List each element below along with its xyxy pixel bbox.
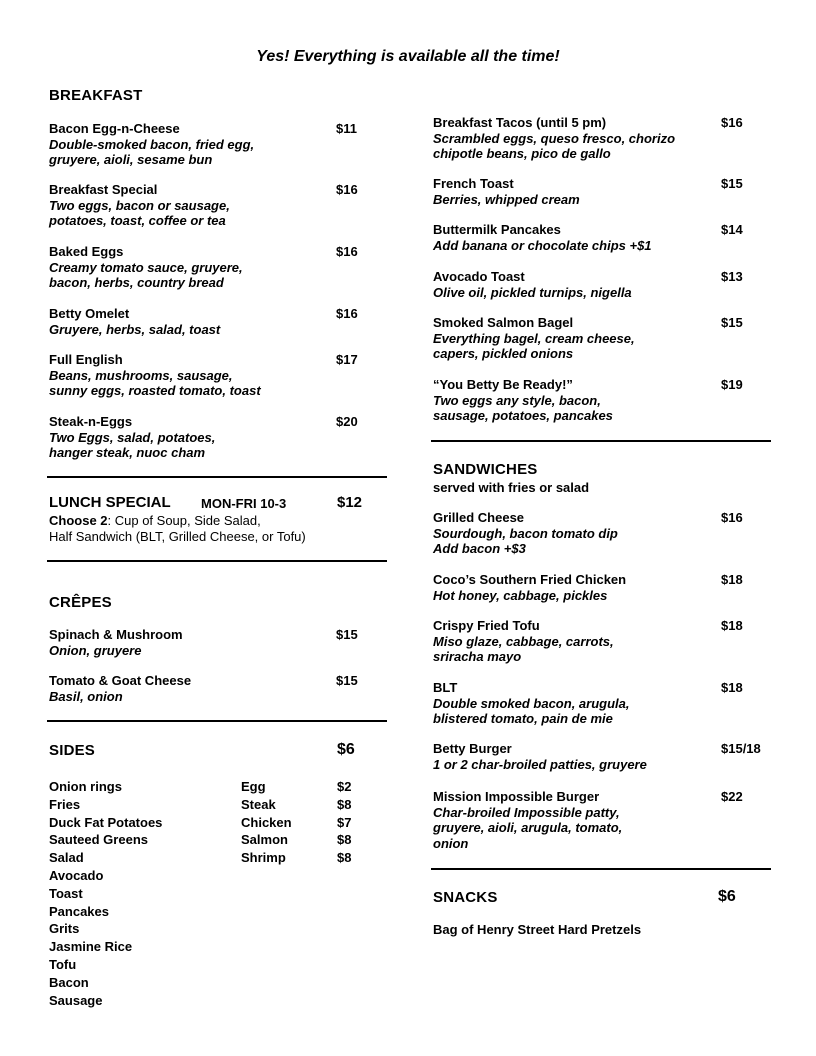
item-desc: Beans, mushrooms, sausage, bbox=[49, 367, 233, 383]
item-name: Grilled Cheese bbox=[433, 510, 525, 525]
menu-item bbox=[49, 352, 358, 399]
item-desc: Creamy tomato sauce, gruyere, bbox=[49, 259, 243, 275]
menu-item bbox=[49, 182, 358, 229]
crepes-section bbox=[49, 594, 387, 611]
menu-item bbox=[433, 222, 743, 253]
crepes-title: CRÊPES bbox=[49, 594, 112, 611]
item-price: $20 bbox=[336, 414, 358, 429]
divider bbox=[47, 720, 387, 722]
item-desc: Char-broiled Impossible patty, bbox=[433, 804, 620, 820]
menu-item bbox=[433, 741, 761, 772]
snack-item: Bag of Henry Street Hard Pretzels bbox=[433, 922, 642, 937]
menu-item bbox=[49, 673, 358, 704]
lunch-special-title: LUNCH SPECIAL bbox=[49, 494, 171, 511]
item-price: $18 bbox=[721, 680, 743, 695]
item-desc: sausage, potatoes, pancakes bbox=[433, 408, 613, 423]
side-item: Fries bbox=[49, 796, 81, 812]
item-desc: Add banana or chocolate chips +$1 bbox=[433, 237, 652, 253]
item-desc: Two eggs, bacon or sausage, bbox=[49, 197, 230, 213]
snacks-title: SNACKS bbox=[433, 889, 498, 906]
sides-price: $6 bbox=[337, 741, 355, 758]
item-desc: potatoes, toast, coffee or tea bbox=[49, 213, 226, 228]
item-desc: Two Eggs, salad, potatoes, bbox=[49, 429, 216, 445]
side-addon-price: $8 bbox=[337, 850, 352, 866]
item-price: $14 bbox=[721, 222, 743, 237]
side-addon: Chicken bbox=[241, 814, 292, 830]
item-name: Coco’s Southern Fried Chicken bbox=[433, 572, 627, 587]
item-name: Baked Eggs bbox=[49, 244, 124, 259]
item-name: Steak-n-Eggs bbox=[49, 414, 133, 429]
lunch-special-details bbox=[49, 513, 306, 544]
item-desc: blistered tomato, pain de mie bbox=[433, 711, 613, 726]
item-price: $15 bbox=[721, 176, 743, 191]
item-desc: sunny eggs, roasted tomato, toast bbox=[49, 383, 261, 398]
menu-item bbox=[433, 269, 743, 300]
side-addon-price: $8 bbox=[337, 832, 352, 848]
item-desc: Two eggs any style, bacon, bbox=[433, 392, 601, 408]
lunch-line-1: : Cup of Soup, Side Salad, bbox=[107, 513, 261, 528]
item-desc: Basil, onion bbox=[49, 688, 123, 704]
side-item: Jasmine Rice bbox=[49, 939, 133, 955]
menu-item bbox=[49, 244, 358, 291]
item-price: $15/18 bbox=[721, 741, 761, 756]
side-item: Duck Fat Potatoes bbox=[49, 814, 163, 830]
item-price: $15 bbox=[336, 673, 358, 688]
choose-label: Choose 2 bbox=[49, 513, 108, 528]
side-item: Sausage bbox=[49, 992, 103, 1008]
menu-item bbox=[433, 315, 743, 362]
item-price: $16 bbox=[336, 306, 358, 321]
menu-item bbox=[49, 121, 357, 168]
sides-title: SIDES bbox=[49, 742, 96, 759]
lunch-special-days: MON-FRI 10-3 bbox=[201, 496, 287, 511]
item-name: Avocado Toast bbox=[433, 269, 525, 284]
side-item: Avocado bbox=[49, 868, 104, 883]
menu-item bbox=[49, 414, 358, 461]
side-addon: Salmon bbox=[241, 832, 288, 848]
menu-item bbox=[433, 789, 743, 851]
item-name: “You Betty Be Ready!” bbox=[433, 377, 573, 392]
item-desc: Double-smoked bacon, fried egg, bbox=[49, 136, 255, 152]
item-name: Mission Impossible Burger bbox=[433, 789, 600, 804]
item-name: Smoked Salmon Bagel bbox=[433, 315, 574, 330]
item-price: $18 bbox=[721, 618, 743, 633]
item-price: $16 bbox=[721, 115, 743, 130]
item-desc: Onion, gruyere bbox=[49, 642, 142, 658]
side-item: Sauteed Greens bbox=[49, 832, 148, 848]
side-addon-price: $7 bbox=[337, 814, 352, 830]
item-price: $17 bbox=[336, 352, 358, 367]
item-desc: gruyere, aioli, arugula, tomato, bbox=[433, 820, 623, 835]
side-item: Pancakes bbox=[49, 903, 109, 919]
item-name: Spinach & Mushroom bbox=[49, 627, 183, 642]
item-desc: hanger steak, nuoc cham bbox=[49, 445, 206, 460]
item-desc: Add bacon +$3 bbox=[433, 541, 526, 556]
sandwiches-title: SANDWICHES bbox=[433, 461, 538, 478]
lunch-special-price: $12 bbox=[337, 494, 363, 511]
item-price: $13 bbox=[721, 269, 743, 284]
item-price: $19 bbox=[721, 377, 743, 392]
item-desc: Double smoked bacon, arugula, bbox=[433, 695, 630, 711]
item-price: $16 bbox=[336, 182, 358, 197]
item-desc: Everything bagel, cream cheese, bbox=[433, 330, 635, 346]
item-desc: Berries, whipped cream bbox=[433, 191, 580, 207]
item-price: $18 bbox=[721, 572, 743, 587]
menu-item bbox=[49, 627, 358, 658]
menu-item bbox=[433, 176, 743, 207]
side-item: Toast bbox=[49, 885, 83, 901]
item-price: $15 bbox=[336, 627, 358, 642]
item-name: Betty Omelet bbox=[49, 306, 130, 321]
lunch-line-2: Half Sandwich (BLT, Grilled Cheese, or Tofu) bbox=[49, 528, 306, 544]
menu-tagline: Yes! Everything is available all the time! bbox=[256, 48, 560, 65]
item-name: Breakfast Special bbox=[49, 182, 158, 197]
side-addon-price: $8 bbox=[337, 796, 352, 812]
item-name: Buttermilk Pancakes bbox=[433, 222, 561, 237]
menu-item bbox=[49, 306, 358, 337]
item-desc: gruyere, aioli, sesame bun bbox=[49, 152, 213, 167]
sandwiches-subtitle: served with fries or salad bbox=[433, 480, 590, 495]
item-desc: 1 or 2 char-broiled patties, gruyere bbox=[433, 756, 647, 772]
divider bbox=[47, 560, 387, 562]
item-desc: Miso glaze, cabbage, carrots, bbox=[433, 633, 614, 649]
menu-item bbox=[433, 572, 743, 603]
item-desc: chipotle beans, pico de gallo bbox=[433, 146, 611, 161]
side-addon: Shrimp bbox=[241, 850, 286, 866]
item-price: $15 bbox=[721, 315, 743, 330]
item-desc: Hot honey, cabbage, pickles bbox=[433, 587, 608, 603]
side-item: Salad bbox=[49, 850, 84, 866]
side-item: Onion rings bbox=[49, 779, 122, 794]
item-desc: capers, pickled onions bbox=[433, 346, 574, 361]
item-desc: Sourdough, bacon tomato dip bbox=[433, 525, 618, 541]
item-desc: Gruyere, herbs, salad, toast bbox=[49, 321, 221, 337]
side-addon: Egg bbox=[241, 779, 266, 794]
item-name: Breakfast Tacos (until 5 pm) bbox=[433, 115, 607, 130]
snacks-price: $6 bbox=[718, 888, 736, 905]
breakfast-section bbox=[49, 87, 387, 104]
menu-item bbox=[433, 115, 743, 162]
item-price: $16 bbox=[336, 244, 358, 259]
breakfast-title: BREAKFAST bbox=[49, 87, 143, 104]
side-item: Tofu bbox=[49, 957, 77, 972]
item-desc: Olive oil, pickled turnips, nigella bbox=[433, 284, 632, 300]
item-desc: Scrambled eggs, queso fresco, chorizo bbox=[433, 130, 676, 146]
sandwiches-section bbox=[433, 461, 771, 495]
item-name: French Toast bbox=[433, 176, 514, 191]
item-name: Full English bbox=[49, 352, 123, 367]
menu-item bbox=[433, 377, 743, 424]
menu-item bbox=[433, 510, 743, 557]
divider bbox=[431, 440, 771, 442]
side-item: Bacon bbox=[49, 974, 89, 990]
item-price: $16 bbox=[721, 510, 743, 525]
item-name: Tomato & Goat Cheese bbox=[49, 673, 192, 688]
divider bbox=[47, 476, 387, 478]
divider bbox=[431, 868, 771, 870]
item-name: BLT bbox=[433, 680, 458, 695]
item-desc: sriracha mayo bbox=[433, 649, 522, 664]
item-price: $22 bbox=[721, 789, 743, 804]
item-desc: onion bbox=[433, 835, 469, 851]
item-desc: bacon, herbs, country bread bbox=[49, 275, 224, 290]
item-name: Betty Burger bbox=[433, 741, 512, 756]
menu-item bbox=[433, 618, 743, 665]
menu-item bbox=[433, 680, 743, 727]
item-name: Bacon Egg-n-Cheese bbox=[49, 121, 180, 136]
item-name: Crispy Fried Tofu bbox=[433, 618, 540, 633]
side-item: Grits bbox=[49, 921, 80, 937]
item-price: $11 bbox=[336, 121, 357, 136]
side-addon: Steak bbox=[241, 796, 276, 812]
side-addon-price: $2 bbox=[337, 779, 352, 794]
